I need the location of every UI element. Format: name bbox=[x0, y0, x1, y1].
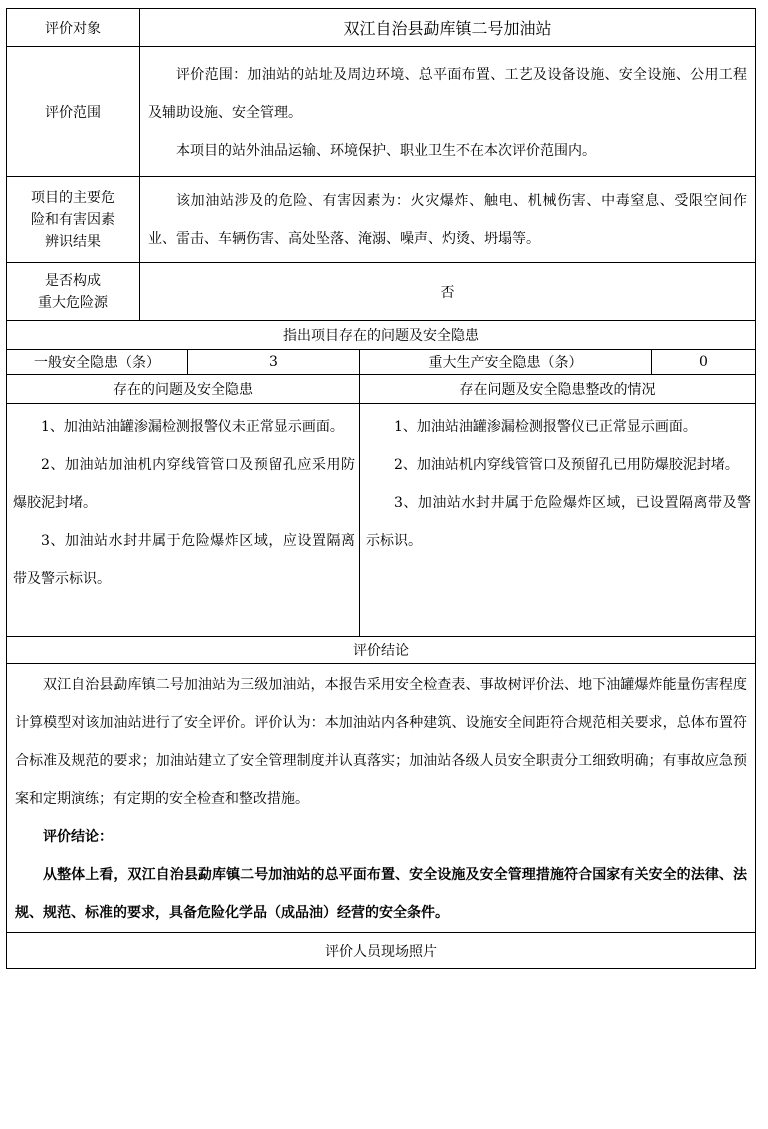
hazards-label-line: 项目的主要危 bbox=[31, 189, 115, 206]
issue-item: 3、加油站水封井属于危险爆炸区域，应设置隔离带及警示标识。 bbox=[13, 533, 355, 587]
conclusion-body-row bbox=[7, 664, 756, 933]
conclusion-content bbox=[7, 664, 756, 933]
conclusion-body: 双江自治县勐库镇二号加油站为三级加油站，本报告采用安全检查表、事故树评价法、地下油罐爆炸能量伤害程度计算模型对该加油站进行了安全评价。评价认为：本加油站内各种建筑、设施安全间距符合规范相关要求，总体布置符合标准及规范的要求；加油站建立了安全管理制度并认真落实；加油站各级人员安全职责分工细致明确；有事故应急预案和定期演练；有定期的安全检查和整改措施。 bbox=[15, 677, 748, 807]
issues-section-title: 指出项目存在的问题及安全隐患 bbox=[7, 321, 756, 350]
general-hazard-count: 3 bbox=[188, 350, 360, 375]
object-value: 双江自治县勐库镇二号加油站 bbox=[140, 9, 756, 47]
hazards-text: 该加油站涉及的危险、有害因素为：火灾爆炸、触电、机械伤害、中毒窒息、受限空间作业、雷击、车辆伤害、高处坠落、淹溺、噪声、灼烫、坍塌等。 bbox=[148, 192, 748, 247]
scope-content bbox=[140, 47, 756, 177]
major-hazard-label-line: 是否构成 bbox=[45, 272, 101, 289]
counts-row bbox=[7, 350, 756, 375]
hazards-label-line: 辨识结果 bbox=[45, 233, 101, 250]
hazards-label-line: 险和有害因素 bbox=[31, 211, 115, 228]
rectification-list bbox=[360, 404, 756, 637]
evaluation-summary-table bbox=[6, 8, 756, 969]
scope-row bbox=[7, 47, 756, 177]
hazards-content bbox=[140, 177, 756, 263]
hazards-label bbox=[7, 177, 140, 263]
scope-label: 评价范围 bbox=[7, 47, 140, 177]
general-hazard-label: 一般安全隐患（条） bbox=[7, 350, 188, 375]
hazards-row bbox=[7, 177, 756, 263]
issues-title-row bbox=[7, 321, 756, 350]
major-hazard-label bbox=[7, 263, 140, 321]
object-label: 评价对象 bbox=[7, 9, 140, 47]
conclusion-title-row bbox=[7, 637, 756, 664]
conclusion-subtitle: 评价结论： bbox=[43, 829, 113, 845]
major-hazard-label-line: 重大危险源 bbox=[38, 294, 108, 311]
rectification-item: 2、加油站机内穿线管管口及预留孔已用防爆胶泥封堵。 bbox=[394, 457, 739, 473]
issues-body-row bbox=[7, 404, 756, 637]
issue-columns-row bbox=[7, 375, 756, 404]
major-hazard-count-label: 重大生产安全隐患（条） bbox=[360, 350, 652, 375]
rectification-item: 1、加油站油罐渗漏检测报警仪已正常显示画面。 bbox=[394, 419, 697, 435]
major-hazard-count: 0 bbox=[652, 350, 756, 375]
major-hazard-value: 否 bbox=[140, 263, 756, 321]
rectification-item: 3、加油站水封井属于危险爆炸区域，已设置隔离带及警示标识。 bbox=[366, 495, 752, 549]
photos-row bbox=[7, 933, 756, 969]
scope-paragraph: 本项目的站外油品运输、环境保护、职业卫生不在本次评价范围内。 bbox=[176, 142, 596, 159]
object-row bbox=[7, 9, 756, 47]
major-hazard-row bbox=[7, 263, 756, 321]
conclusion-final: 从整体上看，双江自治县勐库镇二号加油站的总平面布置、安全设施及安全管理措施符合国家有关安全的法律、法规、规范、标准的要求，具备危险化学品（成品油）经营的安全条件。 bbox=[15, 867, 748, 921]
rectify-column-header: 存在问题及安全隐患整改的情况 bbox=[360, 375, 756, 404]
issues-list bbox=[7, 404, 360, 637]
conclusion-title: 评价结论 bbox=[7, 637, 756, 664]
photos-title: 评价人员现场照片 bbox=[7, 933, 756, 969]
scope-paragraph: 评价范围：加油站的站址及周边环境、总平面布置、工艺及设备设施、安全设施、公用工程及辅助设施、安全管理。 bbox=[148, 66, 748, 121]
issue-item: 1、加油站油罐渗漏检测报警仪未正常显示画面。 bbox=[41, 419, 344, 435]
issues-column-header: 存在的问题及安全隐患 bbox=[7, 375, 360, 404]
issue-item: 2、加油站加油机内穿线管管口及预留孔应采用防爆胶泥封堵。 bbox=[13, 457, 355, 511]
